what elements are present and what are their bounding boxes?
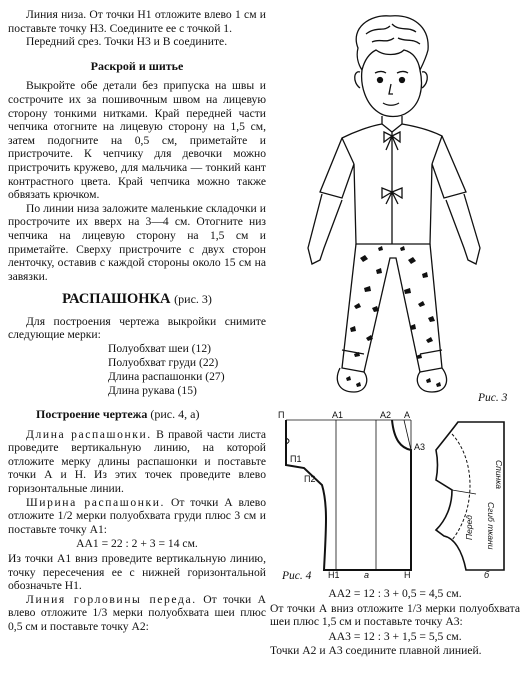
label-b: б (484, 570, 490, 580)
paragraph-neckline (8, 593, 266, 634)
point-label: А (404, 410, 411, 420)
section-title-cutting: Раскрой и шитье (90, 58, 184, 73)
paragraph-cutting: Выкройте обе детали без припуска на швы и сострочите их за пошивочным швом на лицевую сторону тонкими нитками. Край передней части чепчика отогните на лицевую сторону на 1,5 см, затем подогните на 0,5 см, приметайте и пристрочите. К чепчику для девочки можно пристрочить кружево, для мальчика — тонкий кант контрастного цвета. Край чепчика можно также обвязать крючком. (8, 79, 266, 202)
equation-aa3: АА3 = 12 : 3 + 1,5 = 5,5 см. (328, 629, 462, 643)
section-title-text: Построение чертежа (36, 407, 148, 422)
point-label: Н (404, 570, 411, 580)
point-label: А1 (332, 410, 344, 420)
child-illustration (280, 8, 510, 393)
point-label: П1 (290, 454, 302, 464)
pattern-label-front: Перед (464, 515, 474, 540)
figure3-caption: Рис. 3 (478, 392, 508, 404)
list-item: Длина рукава (15) (108, 384, 197, 398)
section-title-text: РАСПАШОНКА (62, 291, 171, 308)
paragraph-a3: От точки А вниз отложите 1/3 мерки полуобхвата шеи плюс 1,5 см и поставьте точку А3: (270, 601, 520, 629)
equation-aa1: АА1 = 22 : 2 + 3 = 14 см. (76, 537, 198, 551)
paragraph-folds: По линии низа заложите маленькие складочки и прострочите их вверх на 3—4 см. Отогните низ чепчика на лицевую сторону на 1,5 см и приметайте. Сверху пристрочите с двух сторон ленточку, оставив с каждой стороны около 15 см на завязки. (8, 201, 266, 283)
left-column (8, 8, 266, 634)
point-label: П2 (304, 474, 316, 484)
figure4-caption: Рис. 4 (282, 570, 312, 582)
pattern-label-fold: Сгиб ткани (486, 502, 496, 550)
measures-list (8, 342, 266, 398)
point-label: А2 (380, 410, 392, 420)
paragraph-h1: Из точки А1 вниз проведите вертикальную линию, точку пересечения ее с нижней горизонтальной обозначьте Н1. (8, 552, 266, 593)
spaced-term: Длина распашонки. (26, 427, 152, 441)
list-item: Длина распашонки (27) (108, 370, 225, 384)
point-label: П (278, 410, 285, 420)
section-title-drafting (36, 408, 266, 422)
paragraph-length (8, 428, 266, 496)
pattern-label-back: Спинка (494, 460, 504, 489)
paragraph-width (8, 496, 266, 537)
point-label: Н1 (328, 570, 340, 580)
paragraph-connect: Точки А2 и А3 соедините плавной линией. (270, 644, 482, 658)
right-column-text (270, 586, 520, 658)
section-title-ref: (рис. 4, а) (150, 407, 200, 422)
point-label: А3 (414, 442, 426, 452)
list-item: Полуобхват шеи (12) (108, 342, 211, 356)
paragraph-front-cut: Передний срез. Точки Н3 и В соедините. (26, 35, 228, 49)
equation-aa2: АА2 = 12 : 3 + 0,5 = 4,5 см. (328, 587, 462, 600)
paragraph-text: От точки А влево отложите 1/2 мерки полуобхвата груди плюс 3 см и поставьте точку А1: (8, 495, 266, 536)
label-a: а (364, 570, 370, 580)
paragraph-bottom-line: Линия низа. От точки Н1 отложите влево 1 см и поставьте точку Н3. Соедините ее с точкой 1. (8, 8, 266, 35)
paragraph-measures-intro: Для построения чертежа выкройки снимите следующие мерки: (8, 314, 266, 342)
paragraph-text: В правой части листа проведите вертикальную линию, на которой отложите мерку длины распашонки и поставьте точки А и Н. Из этих точек проведите влево горизонтальные линии. (8, 427, 267, 496)
paragraph-text: От точки А влево отложите 1/3 мерки полуобхвата шеи плюс 0,5 см и поставьте точку А2: (8, 592, 267, 633)
spaced-term: Ширина распашонки. (26, 495, 166, 509)
section-title-raspashonka (8, 293, 266, 307)
list-item: Полуобхват груди (22) (108, 356, 219, 370)
spaced-term: Линия горловины переда. (26, 592, 197, 606)
section-title-ref: (рис. 3) (174, 292, 212, 307)
pattern-diagram (276, 410, 521, 580)
